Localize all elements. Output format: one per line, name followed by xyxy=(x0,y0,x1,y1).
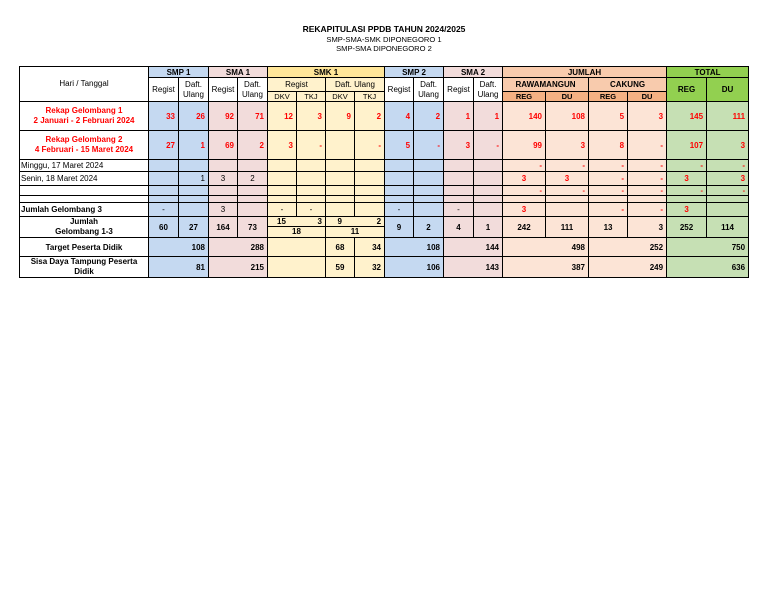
table-cell: 3 xyxy=(317,217,322,226)
table-cell xyxy=(179,203,209,217)
row-sisa xyxy=(20,257,749,278)
col-smk1-regist: Regist xyxy=(268,78,326,92)
report-subtitle-2: SMP-SMA DIPONEGORO 2 xyxy=(336,44,432,54)
table-cell xyxy=(474,186,503,196)
table-cell: - xyxy=(355,131,385,160)
table-cell xyxy=(149,172,179,186)
table-cell: 5 xyxy=(589,102,628,131)
table-cell: - xyxy=(385,203,414,217)
table-cell xyxy=(444,186,474,196)
report-subtitle-1: SMP-SMA-SMK DIPONEGORO 1 xyxy=(326,34,442,44)
table-cell: 3 xyxy=(628,217,667,238)
table-cell xyxy=(209,160,238,172)
table-cell xyxy=(355,186,385,196)
table-cell xyxy=(326,160,355,172)
table-cell: 15 xyxy=(277,217,286,226)
col-smk1-du: Daft. Ulang xyxy=(326,78,385,92)
table-cell: 3 xyxy=(503,172,546,186)
table-cell: 750 xyxy=(667,238,749,257)
table-cell: 144 xyxy=(444,238,503,257)
row-gelombang-1 xyxy=(20,102,749,131)
smk-du-total xyxy=(326,217,385,238)
table-cell: 252 xyxy=(589,238,667,257)
table-cell: 33 xyxy=(149,102,179,131)
table-cell: - xyxy=(297,203,326,217)
table-cell: - xyxy=(503,160,546,172)
table-cell: 2 xyxy=(238,131,268,160)
header-row-schools xyxy=(20,67,749,78)
col-smp1-regist: Regist xyxy=(149,78,179,102)
table-cell xyxy=(474,172,503,186)
table-cell: 3 xyxy=(667,172,707,186)
table-cell xyxy=(179,186,209,196)
table-cell: 111 xyxy=(707,102,749,131)
smk-regist-total xyxy=(268,217,326,238)
table-cell xyxy=(326,131,355,160)
table-cell: 3 xyxy=(707,131,749,160)
table-cell: 215 xyxy=(209,257,268,278)
table-cell: 3 xyxy=(444,131,474,160)
table-cell: 5 xyxy=(385,131,414,160)
table-cell: - xyxy=(414,131,444,160)
table-cell: - xyxy=(628,160,667,172)
table-cell: 108 xyxy=(149,238,209,257)
table-cell: 3 xyxy=(667,203,707,217)
table-cell: 13 xyxy=(589,217,628,238)
table-cell: 114 xyxy=(707,217,749,238)
table-cell xyxy=(268,172,297,186)
table-cell: 99 xyxy=(503,131,546,160)
col-jumlah: JUMLAH xyxy=(503,67,667,78)
table-cell: 12 xyxy=(268,102,297,131)
table-cell: 8 xyxy=(589,131,628,160)
table-cell: 111 xyxy=(546,217,589,238)
table-cell: 3 xyxy=(546,172,589,186)
row-label: Rekap Gelombang 1 2 Januari - 2 Februari 2024 xyxy=(20,102,149,131)
table-cell: - xyxy=(297,131,326,160)
table-cell xyxy=(385,160,414,172)
table-cell: - xyxy=(628,131,667,160)
col-sma1-regist: Regist xyxy=(209,78,238,102)
table-cell: 27 xyxy=(179,217,209,238)
table-cell xyxy=(238,186,268,196)
table-cell: 3 xyxy=(209,203,238,217)
table-cell: 498 xyxy=(503,238,589,257)
table-cell: 2 xyxy=(238,172,268,186)
table-cell xyxy=(326,203,355,217)
col-rawamangun-du: DU xyxy=(546,92,589,102)
table-cell: 32 xyxy=(355,257,385,278)
col-smp1: SMP 1 xyxy=(149,67,209,78)
table-cell: 4 xyxy=(444,217,474,238)
table-cell: 11 xyxy=(350,227,360,236)
table-cell: - xyxy=(444,203,474,217)
col-cakung-reg: REG xyxy=(589,92,628,102)
table-cell xyxy=(326,186,355,196)
table-cell: - xyxy=(589,186,628,196)
table-cell: 1 xyxy=(474,102,503,131)
table-cell: 73 xyxy=(238,217,268,238)
col-rawamangun-reg: REG xyxy=(503,92,546,102)
table-cell: - xyxy=(546,186,589,196)
col-smk1-du-dkv: DKV xyxy=(326,92,355,102)
table-cell: 143 xyxy=(444,257,503,278)
row-label: Jumlah Gelombang 1-3 xyxy=(20,217,149,238)
table-cell: 59 xyxy=(326,257,355,278)
col-smk1-regist-tkj: TKJ xyxy=(297,92,326,102)
table-cell: 140 xyxy=(503,102,546,131)
table-cell: - xyxy=(628,203,667,217)
col-sma2-regist: Regist xyxy=(444,78,474,102)
table-cell xyxy=(209,186,238,196)
table-cell xyxy=(474,160,503,172)
table-cell: 108 xyxy=(385,238,444,257)
col-smp2-regist: Regist xyxy=(385,78,414,102)
row-gelombang-3 xyxy=(20,203,749,217)
row-label: Sisa Daya Tampung Peserta Didik xyxy=(20,257,149,278)
table-cell: - xyxy=(268,203,297,217)
table-cell: - xyxy=(503,186,546,196)
col-smk1: SMK 1 xyxy=(268,67,385,78)
table-cell: 68 xyxy=(326,238,355,257)
row-label: Jumlah Gelombang 3 xyxy=(20,203,149,217)
table-cell: 249 xyxy=(589,257,667,278)
col-smp2: SMP 2 xyxy=(385,67,444,78)
table-cell: - xyxy=(149,203,179,217)
table-cell: - xyxy=(589,203,628,217)
col-smp1-du: Daft. Ulang xyxy=(179,78,209,102)
ppdb-recap-table xyxy=(19,66,749,278)
col-sma2-du: Daft. Ulang xyxy=(474,78,503,102)
table-cell: 2 xyxy=(414,217,444,238)
table-cell: 288 xyxy=(209,238,268,257)
table-cell: 3 xyxy=(707,172,749,186)
table-cell xyxy=(297,160,326,172)
table-cell: - xyxy=(667,160,707,172)
col-hari-tanggal: Hari / Tanggal xyxy=(20,67,149,102)
table-cell: 2 xyxy=(376,217,382,226)
table-cell xyxy=(707,203,749,217)
table-cell xyxy=(355,160,385,172)
row-spacer xyxy=(20,196,749,203)
table-cell xyxy=(355,172,385,186)
row-total-gelombang xyxy=(20,217,749,238)
table-cell xyxy=(355,203,385,217)
table-cell: 34 xyxy=(355,238,385,257)
table-cell xyxy=(297,172,326,186)
col-total-reg: REG xyxy=(667,78,707,102)
table-cell xyxy=(444,172,474,186)
col-sma1: SMA 1 xyxy=(209,67,268,78)
table-cell: 26 xyxy=(179,102,209,131)
table-cell: 242 xyxy=(503,217,546,238)
table-cell xyxy=(238,203,268,217)
table-cell xyxy=(414,186,444,196)
report-header xyxy=(0,25,768,54)
table-cell: 69 xyxy=(209,131,238,160)
table-cell: 108 xyxy=(546,102,589,131)
table-cell: 71 xyxy=(238,102,268,131)
table-cell xyxy=(385,186,414,196)
table-cell xyxy=(546,203,589,217)
table-cell xyxy=(385,172,414,186)
table-cell: - xyxy=(474,131,503,160)
table-cell xyxy=(297,186,326,196)
table-cell xyxy=(414,160,444,172)
row-day-1 xyxy=(20,160,749,172)
table-cell xyxy=(268,186,297,196)
table-cell: 107 xyxy=(667,131,707,160)
table-cell: - xyxy=(707,186,749,196)
table-cell: 636 xyxy=(667,257,749,278)
table-cell: - xyxy=(667,186,707,196)
table-cell: 18 xyxy=(292,227,301,236)
table-cell: - xyxy=(707,160,749,172)
table-cell: 252 xyxy=(667,217,707,238)
col-total-du: DU xyxy=(707,78,749,102)
table-cell xyxy=(149,160,179,172)
col-cakung: CAKUNG xyxy=(589,78,667,92)
table-cell: - xyxy=(628,172,667,186)
table-cell: 2 xyxy=(414,102,444,131)
col-smp2-du: Daft. Ulang xyxy=(414,78,444,102)
table-cell: 387 xyxy=(503,257,589,278)
table-cell: 81 xyxy=(149,257,209,278)
table-cell: 3 xyxy=(628,102,667,131)
row-label: Rekap Gelombang 2 4 Februari - 15 Maret 2024 xyxy=(20,131,149,160)
table-cell: 9 xyxy=(326,102,355,131)
report-title: REKAPITULASI PPDB TAHUN 2024/2025 xyxy=(302,24,466,34)
table-cell xyxy=(238,160,268,172)
col-smk1-du-tkj: TKJ xyxy=(355,92,385,102)
table-cell: 4 xyxy=(385,102,414,131)
row-label: Target Peserta Didik xyxy=(20,238,149,257)
row-target xyxy=(20,238,749,257)
col-smk1-regist-dkv: DKV xyxy=(268,92,297,102)
table-cell: - xyxy=(546,160,589,172)
row-day-2 xyxy=(20,172,749,186)
table-cell: 164 xyxy=(209,217,238,238)
table-cell: 3 xyxy=(268,131,297,160)
table-cell xyxy=(414,172,444,186)
table-cell: 60 xyxy=(149,217,179,238)
row-label xyxy=(20,186,149,196)
table-cell xyxy=(268,238,326,257)
col-total: TOTAL xyxy=(667,67,749,78)
table-cell: 27 xyxy=(149,131,179,160)
table-cell: 9 xyxy=(385,217,414,238)
table-cell: 3 xyxy=(546,131,589,160)
table-cell: 1 xyxy=(474,217,503,238)
table-cell: - xyxy=(628,186,667,196)
table-cell: 3 xyxy=(297,102,326,131)
table-cell: 106 xyxy=(385,257,444,278)
row-label: Minggu, 17 Maret 2024 xyxy=(20,160,149,172)
col-rawamangun: RAWAMANGUN xyxy=(503,78,589,92)
col-cakung-du: DU xyxy=(628,92,667,102)
table-cell: 9 xyxy=(337,217,342,226)
table-cell: 2 xyxy=(355,102,385,131)
table-cell: 3 xyxy=(503,203,546,217)
table-cell xyxy=(414,203,444,217)
table-cell: 1 xyxy=(179,131,209,160)
col-sma1-du: Daft. Ulang xyxy=(238,78,268,102)
table-cell xyxy=(179,160,209,172)
table-cell: - xyxy=(589,160,628,172)
row-gelombang-2 xyxy=(20,131,749,160)
table-cell: 1 xyxy=(179,172,209,186)
table-cell: 92 xyxy=(209,102,238,131)
row-day-3 xyxy=(20,186,749,196)
table-cell xyxy=(268,257,326,278)
col-sma2: SMA 2 xyxy=(444,67,503,78)
table-cell: 1 xyxy=(444,102,474,131)
table-cell: 145 xyxy=(667,102,707,131)
row-label: Senin, 18 Maret 2024 xyxy=(20,172,149,186)
table-cell xyxy=(268,160,297,172)
table-cell xyxy=(444,160,474,172)
table-cell xyxy=(326,172,355,186)
table-cell xyxy=(474,203,503,217)
table-cell: 3 xyxy=(209,172,238,186)
table-cell: - xyxy=(589,172,628,186)
table-cell xyxy=(149,186,179,196)
